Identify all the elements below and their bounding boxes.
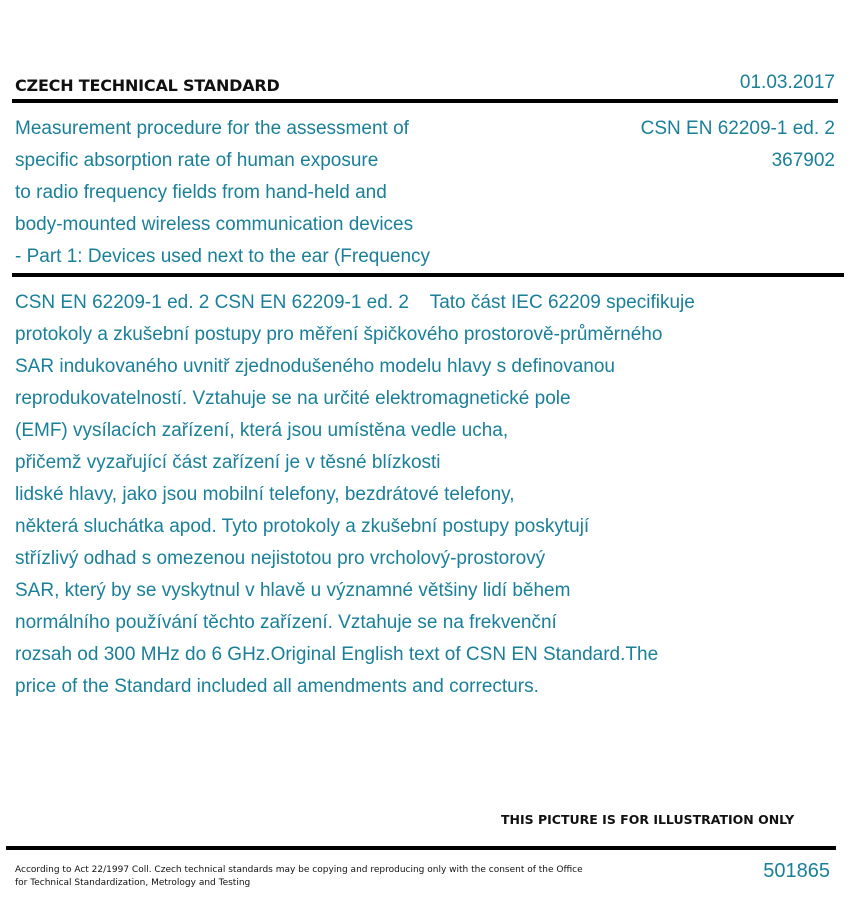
catalog-number: 367902 xyxy=(771,150,835,171)
legal-note-line: for Technical Standardization, Metrology and Testing xyxy=(15,878,251,888)
description-line: price of the Standard included all amendments and correcturs. xyxy=(15,676,539,697)
illustration-disclaimer: THIS PICTURE IS FOR ILLUSTRATION ONLY xyxy=(501,812,795,827)
description-line: SAR, který by se vyskytnul v hlavě u významné většiny lidí během xyxy=(15,580,571,601)
title-divider xyxy=(12,273,844,277)
standard-code: CSN EN 62209-1 ed. 2 xyxy=(640,118,835,139)
description-line: přičemž vyzařující část zařízení je v těsné blízkosti xyxy=(15,452,441,473)
description-line: normálního používání těchto zařízení. Vztahuje se na frekvenční xyxy=(15,612,557,633)
standard-title xyxy=(15,113,515,273)
standard-title-line: - Part 1: Devices used next to the ear (Frequency xyxy=(15,246,431,267)
legal-note xyxy=(15,864,615,890)
description-line: rozsah od 300 MHz do 6 GHz.Original English text of CSN EN Standard.The xyxy=(15,644,659,665)
description-line: některá sluchátka apod. Tyto protokoly a zkušební postupy poskytují xyxy=(15,516,590,537)
standard-title-line: to radio frequency fields from hand-held and xyxy=(15,182,387,203)
legal-note-line: According to Act 22/1997 Coll. Czech technical standards may be copying and reproducing only with the consent of the Office xyxy=(15,865,583,875)
standard-title-line: Measurement procedure for the assessment of xyxy=(15,118,409,139)
standard-title-line: body-mounted wireless communication devices xyxy=(15,214,414,235)
description-line: střízlivý odhad s omezenou nejistotou pro vrcholový-prostorový xyxy=(15,548,546,569)
description-line: SAR indukovaného uvnitř zjednodušeného modelu hlavy s definovanou xyxy=(15,356,615,377)
description-line: lidské hlavy, jako jsou mobilní telefony, bezdrátové telefony, xyxy=(15,484,515,505)
document-type-heading: CZECH TECHNICAL STANDARD xyxy=(15,76,280,95)
standard-description xyxy=(15,287,845,703)
standard-identifier xyxy=(641,113,835,177)
description-line: CSN EN 62209-1 ed. 2 CSN EN 62209-1 ed. 2 Tato část IEC 62209 specifikuje xyxy=(15,292,695,313)
document-number: 501865 xyxy=(763,860,830,882)
description-line: reprodukovatelností. Vztahuje se na určité elektromagnetické pole xyxy=(15,388,571,409)
header-divider xyxy=(12,99,838,103)
publication-date: 01.03.2017 xyxy=(739,72,835,93)
description-line: protokoly a zkušební postupy pro měření špičkového prostorově-průměrného xyxy=(15,324,663,345)
description-line: (EMF) vysílacích zařízení, která jsou umístěna vedle ucha, xyxy=(15,420,509,441)
footer-divider xyxy=(6,846,836,850)
standard-title-line: specific absorption rate of human exposure xyxy=(15,150,379,171)
